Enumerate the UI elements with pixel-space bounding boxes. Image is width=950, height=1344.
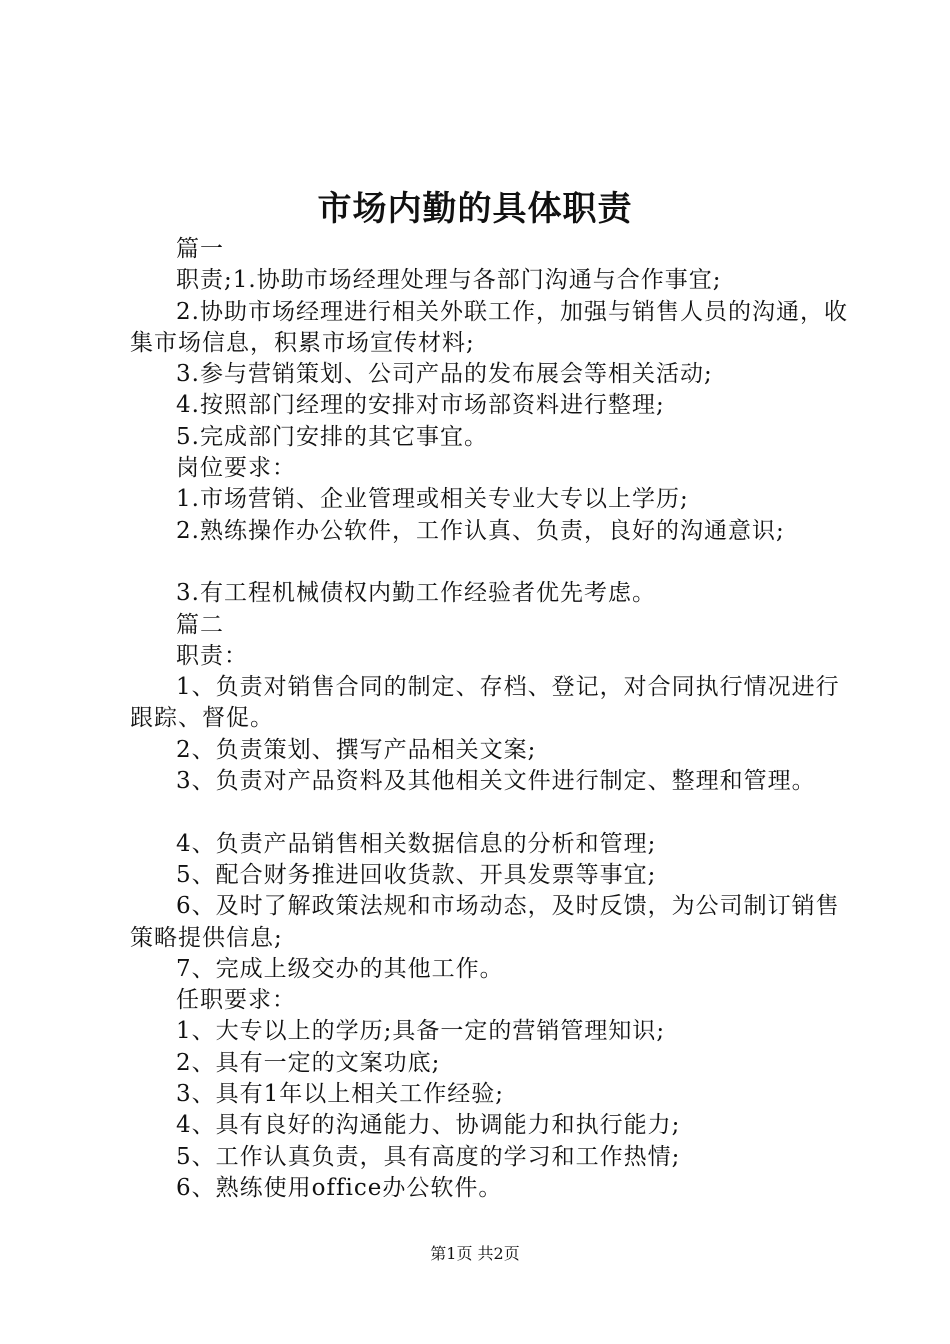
paragraph: 1、大专以上的学历;具备一定的营销管理知识; (176, 1018, 666, 1045)
paragraph: 2、具有一定的文案功底; (176, 1049, 441, 1076)
document-title: 市场内勤的具体职责 (317, 189, 633, 229)
paragraph: 7、完成上级交办的其他工作。 (176, 955, 504, 982)
paragraph: 3.参与营销策划、公司产品的发布展会等相关活动; (176, 361, 713, 388)
subheading: 岗位要求： (176, 455, 296, 482)
page-footer: 第1页 共2页 (430, 1244, 520, 1263)
paragraph: 4、负责产品销售相关数据信息的分析和管理; (176, 830, 657, 857)
blank-line (130, 547, 850, 578)
paragraph: 2.协助市场经理进行相关外联工作，加强与销售人员的沟通，收集市场信息，积累市场宣传材料; (130, 298, 848, 356)
paragraph: 3.有工程机械债权内勤工作经验者优先考虑。 (176, 580, 656, 607)
subheading: 任职要求： (176, 987, 296, 1014)
paragraph: 5、工作认真负责，具有高度的学习和工作热情; (176, 1143, 681, 1170)
paragraph: 6、及时了解政策法规和市场动态，及时反馈，为公司制订销售策略提供信息; (130, 893, 840, 951)
paragraph: 5、配合财务推进回收货款、开具发票等事宜; (176, 861, 657, 888)
paragraph: 3、具有1年以上相关工作经验; (176, 1081, 505, 1108)
paragraph: 1.市场营销、企业管理或相关专业大专以上学历; (176, 486, 689, 513)
paragraph: 职责;1.协助市场经理处理与各部门沟通与合作事宜; (176, 267, 722, 294)
section-heading: 篇一 (176, 236, 224, 262)
blank-line (130, 797, 850, 828)
paragraph: 3、负责对产品资料及其他相关文件进行制定、整理和管理。 (176, 768, 816, 795)
paragraph: 6、熟练使用office办公软件。 (176, 1174, 503, 1201)
section-heading: 篇二 (176, 611, 224, 638)
subheading: 职责： (176, 642, 248, 669)
paragraph: 5.完成部门安排的其它事宜。 (176, 423, 488, 450)
paragraph: 4、具有良好的沟通能力、协调能力和执行能力; (176, 1112, 681, 1139)
paragraph: 2.熟练操作办公软件，工作认真、负责，良好的沟通意识; (176, 517, 785, 544)
paragraph: 4.按照部门经理的安排对市场部资料进行整理; (176, 392, 665, 419)
paragraph: 2、负责策划、撰写产品相关文案; (176, 736, 537, 763)
paragraph: 1、负责对销售合同的制定、存档、登记，对合同执行情况进行跟踪、督促。 (130, 674, 840, 732)
document-body (130, 234, 850, 1204)
